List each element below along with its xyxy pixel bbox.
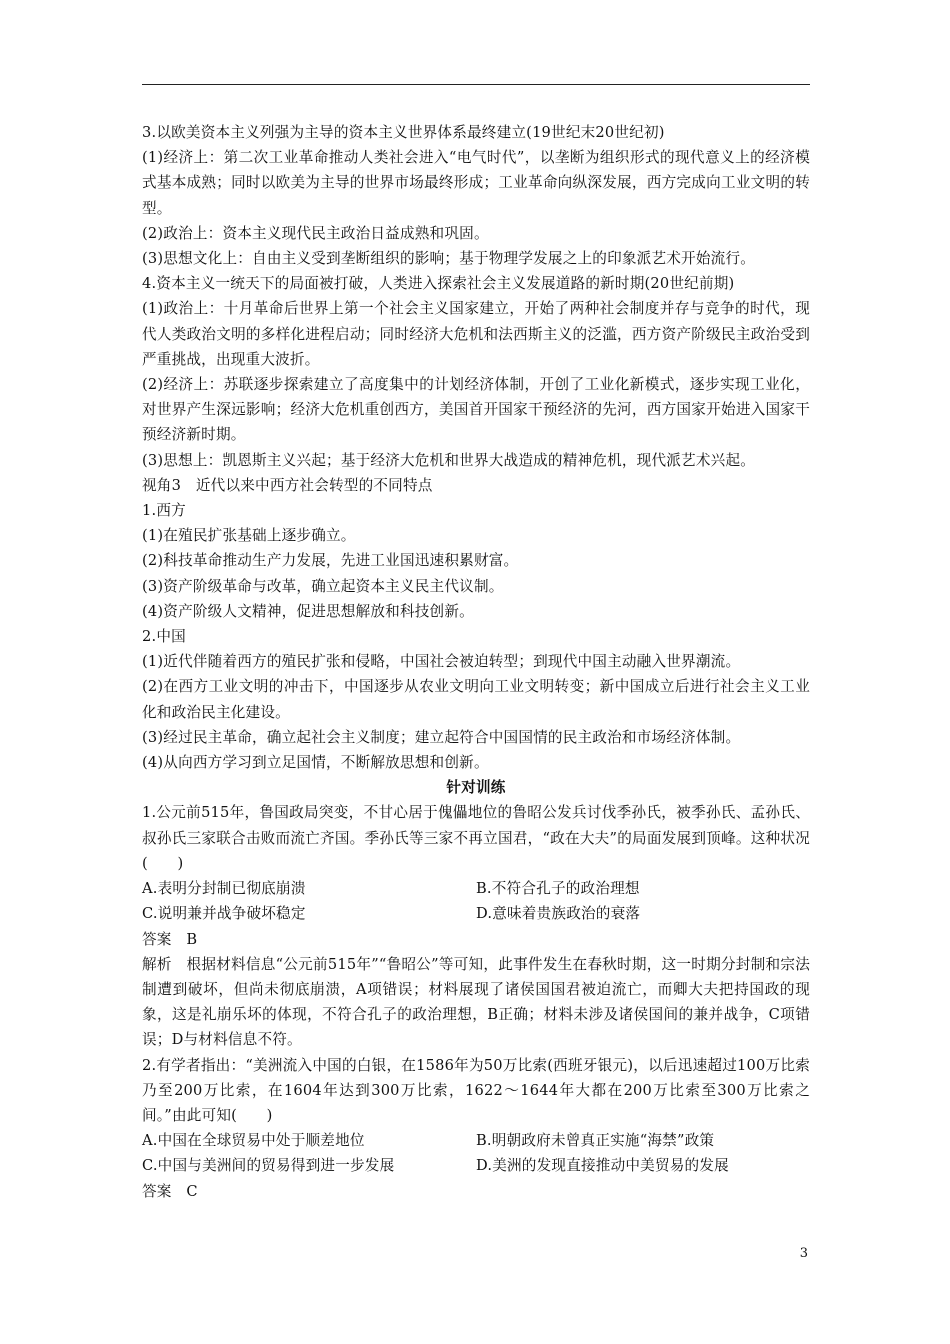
section3-heading: 3.以欧美资本主义列强为主导的资本主义世界体系最终建立(19世纪末20世纪初) — [142, 124, 665, 141]
question-1-stem: 1.公元前515年，鲁国政局突变，不甘心居于傀儡地位的鲁昭公发兵讨伐季孙氏，被季孙氏、孟孙氏、叔孙氏三家联合击败而流亡齐国。季孙氏等三家不再立国君，“政在大夫”的局面发展到顶峰。这种状况( ) — [142, 804, 810, 872]
question-1-analysis: 解析 根据材料信息“公元前515年”“鲁昭公”等可知，此事件发生在春秋时期，这一时期分封制和宗法制遭到破坏，但尚未彻底崩溃，A项错误；材料展现了诸侯国国君被迫流亡，而卿大夫把持国政的现象，这是礼崩乐坏的体现，不符合孔子的政治理想，B正确；材料未涉及诸侯国间的兼并战争，C项错误；D与材料信息不符。 — [142, 955, 810, 1049]
china-title: 2.中国 — [142, 628, 186, 646]
option-c: C.说明兼并战争破坏稳定 — [142, 905, 306, 923]
option-a: A.中国在全球贸易中处于顺差地位 — [142, 1132, 365, 1150]
west-item: (1)在殖民扩张基础上逐步确立。 — [142, 527, 356, 545]
question-2-stem: 2.有学者指出：“美洲流入中国的白银，在1586年为50万比索(西班牙银元)，以后迅速超过100万比索乃至200万比索，在1604年达到300万比索，1622～1644年大都在200万比索至300万比索之间。”由此可知( ) — [142, 1056, 810, 1124]
document-body — [142, 120, 810, 1204]
section3-culture: (3)思想文化上：自由主义受到垄断组织的影响；基于物理学发展之上的印象派艺术开始流行。 — [142, 250, 756, 268]
option-b: B.不符合孔子的政治理想 — [476, 880, 640, 898]
option-d: D.意味着贵族政治的衰落 — [476, 905, 641, 923]
west-item: (3)资产阶级革命与改革，确立起资本主义民主代议制。 — [142, 577, 504, 595]
question-2-answer: 答案 C — [142, 1182, 198, 1200]
question-1-answer: 答案 B — [142, 930, 198, 948]
page-number: 3 — [799, 1246, 808, 1261]
section4-politics: (1)政治上：十月革命后世界上第一个社会主义国家建立，开始了两种社会制度并存与竞争的时代，现代人类政治文明的多样化进程启动；同时经济大危机和法西斯主义的泛滥，西方资产阶级民主政治受到严重挑战，出现重大波折。 — [142, 300, 810, 368]
section4-economy: (2)经济上：苏联逐步探索建立了高度集中的计划经济体制，开创了工业化新模式，逐步实现工业化，对世界产生深远影响；经济大危机重创西方，美国首开国家干预经济的先河，西方国家开始进入国家干预经济新时期。 — [142, 376, 810, 444]
view3-heading: 视角3 近代以来中西方社会转型的不同特点 — [142, 476, 433, 494]
west-item: (2)科技革命推动生产力发展，先进工业国迅速积累财富。 — [142, 552, 519, 570]
question-1-options — [142, 876, 810, 926]
question-2-options — [142, 1128, 810, 1178]
china-item: (1)近代伴随着西方的殖民扩张和侵略，中国社会被迫转型；到现代中国主动融入世界潮流。 — [142, 653, 741, 671]
header-rule — [142, 84, 810, 85]
section4-heading: 4.资本主义一统天下的局面被打破，人类进入探索社会主义发展道路的新时期(20世纪前期) — [142, 275, 735, 293]
option-b: B.明朝政府未曾真正实施“海禁”政策 — [476, 1132, 715, 1150]
section4-thought: (3)思想上：凯恩斯主义兴起；基于经济大危机和世界大战造成的精神危机，现代派艺术兴起。 — [142, 451, 756, 469]
china-item: (3)经过民主革命，确立起社会主义制度；建立起符合中国国情的民主政治和市场经济体制。 — [142, 728, 741, 746]
china-item: (4)从向西方学习到立足国情，不断解放思想和创新。 — [142, 754, 489, 772]
option-a: A.表明分封制已彻底崩溃 — [142, 880, 306, 898]
option-c: C.中国与美洲间的贸易得到进一步发展 — [142, 1157, 395, 1175]
section3-economy: (1)经济上：第二次工业革命推动人类社会进入“电气时代”，以垄断为组织形式的现代意义上的经济模式基本成熟；同时以欧美为主导的世界市场最终形成；工业革命向纵深发展，西方完成向工业文明的转型。 — [142, 149, 810, 217]
option-d: D.美洲的发现直接推动中美贸易的发展 — [476, 1157, 729, 1175]
west-item: (4)资产阶级人文精神，促进思想解放和科技创新。 — [142, 602, 474, 620]
section3-politics: (2)政治上：资本主义现代民主政治日益成熟和巩固。 — [142, 224, 489, 242]
west-title: 1.西方 — [142, 502, 186, 520]
china-item: (2)在西方工业文明的冲击下，中国逐步从农业文明向工业文明转变；新中国成立后进行社会主义工业化和政治民主化建设。 — [142, 678, 810, 721]
training-title: 针对训练 — [446, 779, 506, 797]
